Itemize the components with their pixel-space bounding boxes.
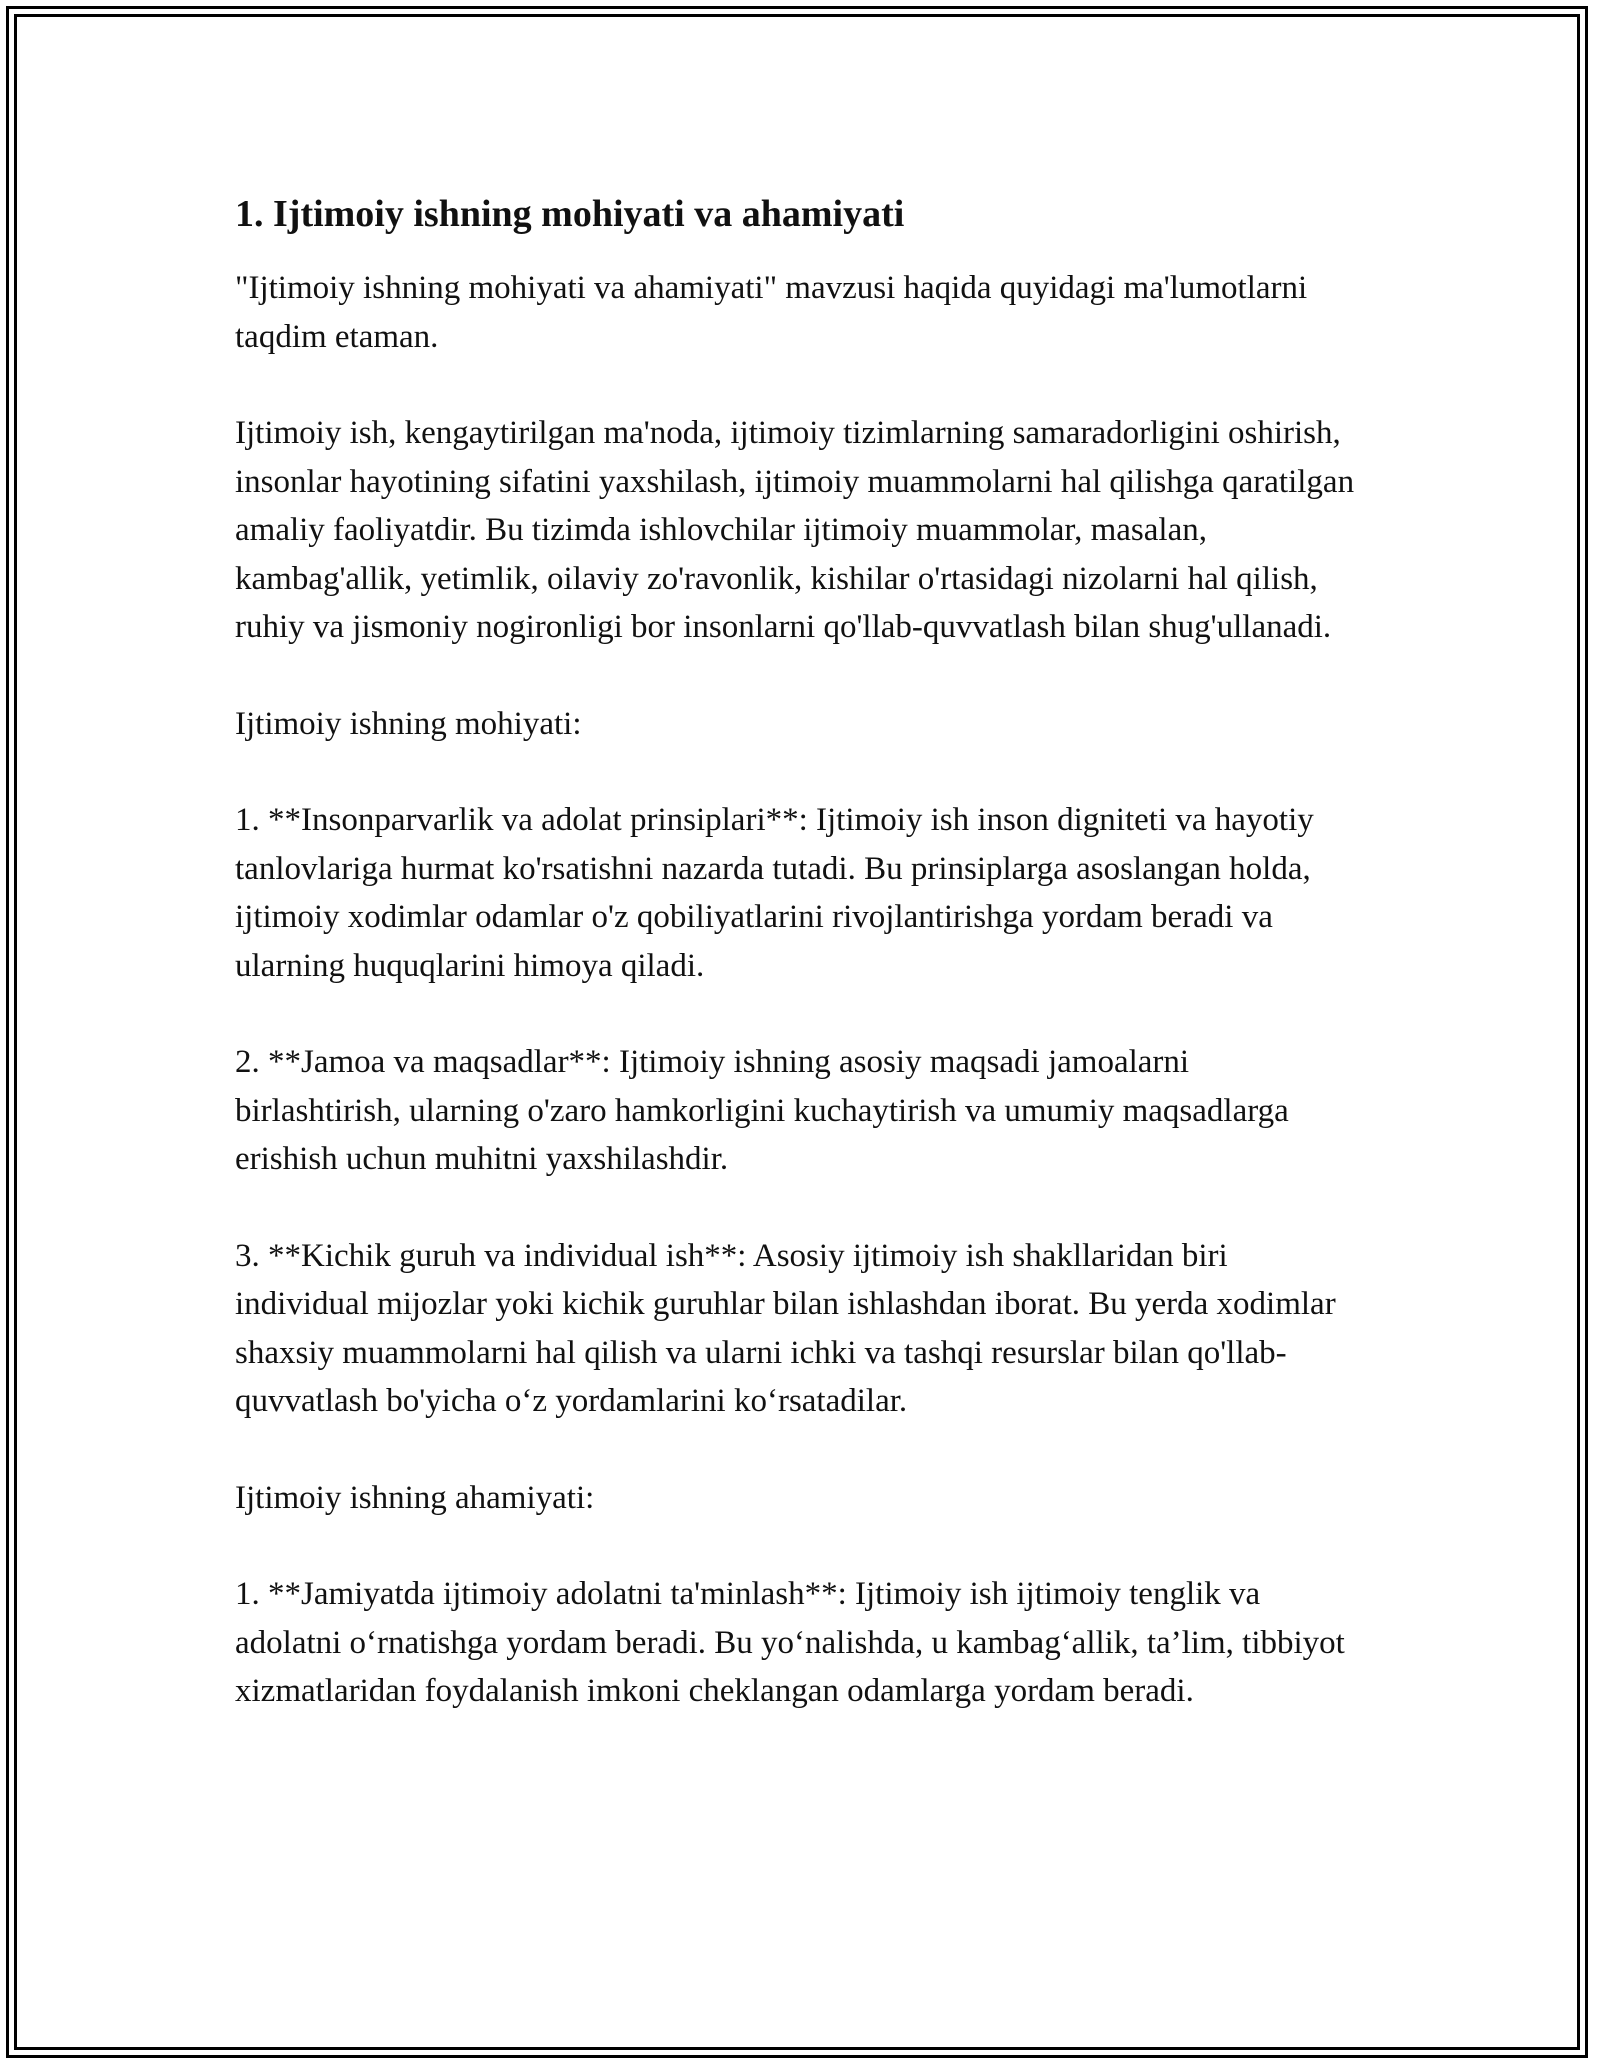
importance-heading: Ijtimoiy ishning ahamiyati:	[235, 1479, 595, 1516]
intro-paragraph: "Ijtimoiy ishning mohiyati va ahamiyati" mavzusi haqida quyidagi ma'lumotlarni taqdim etaman.	[235, 270, 1308, 355]
document-body	[235, 188, 1355, 1764]
document-title: 1. Ijtimoiy ishning mohiyati va ahamiyati	[235, 193, 905, 235]
definition-paragraph: Ijtimoiy ish, kengaytirilgan ma'noda, ijtimoiy tizimlarning samaradorligini oshirish, insonlar hayotining sifatini yaxshilash, ijtimoiy muammolarni hal qilishga qaratilgan amaliy faoliyatdir. Bu tizimda ishlovchilar ijtimoiy muammolar, masalan, kambag'allik, yetimlik, oilaviy zo'ravonlik, kishilar o'rtasidagi nizolarni hal qilish, ruhiy va jismoniy nogironligi bor insonlarni qo'llab-quvvatlash bilan shug'ullanadi.	[235, 415, 1355, 645]
essence-item-3: 3. **Kichik guruh va individual ish**: Asosiy ijtimoiy ish shakllaridan biri individual mijozlar yoki kichik guruhlar bilan ishlashdan iborat. Bu yerda xodimlar shaxsiy muammolarni hal qilish va ularni ichki va tashqi resurslar bilan qo'llab-quvvatlash bo'yicha o‘z yordamlarini ko‘rsatadilar.	[235, 1237, 1336, 1419]
importance-item-1: 1. **Jamiyatda ijtimoiy adolatni ta'minlash**: Ijtimoiy ish ijtimoiy tenglik va adolatni o‘rnatishga yordam beradi. Bu yo‘nalishda, u kambag‘allik, ta’lim, tibbiyot xizmatlaridan foydalanish imkoni cheklangan odamlarga yordam beradi.	[235, 1576, 1345, 1709]
essence-item-2: 2. **Jamoa va maqsadlar**: Ijtimoiy ishning asosiy maqsadi jamoalarni birlashtirish, ularning o'zaro hamkorligini kuchaytirish va umumiy maqsadlarga erishish uchun muhitni yaxshilashdir.	[235, 1044, 1289, 1177]
essence-heading: Ijtimoiy ishning mohiyati:	[235, 705, 582, 742]
essence-item-1: 1. **Insonparvarlik va adolat prinsiplari**: Ijtimoiy ish inson digniteti va hayotiy tanlovlariga hurmat ko'rsatishni nazarda tutadi. Bu prinsiplarga asoslangan holda, ijtimoiy xodimlar odamlar o'z qobiliyatlarini rivojlantirishga yordam beradi va ularning huquqlarini himoya qiladi.	[235, 802, 1314, 984]
